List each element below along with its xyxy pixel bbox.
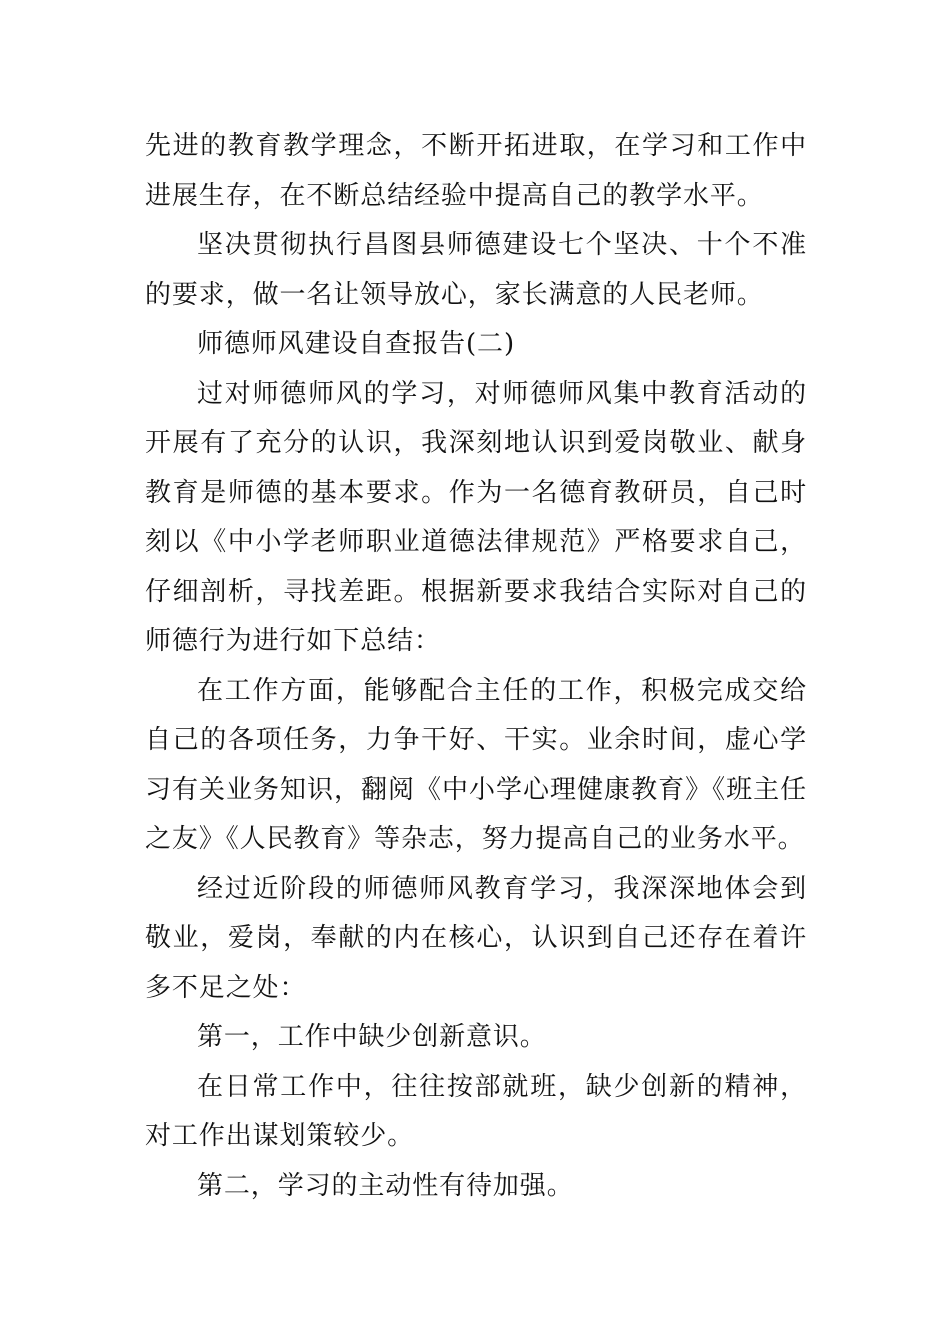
paragraph: 第一，工作中缺少创新意识。 [197,1022,547,1052]
section-heading: 师德师风建设自查报告(二) [197,329,515,359]
paragraph: 在日常工作中，往往按部就班，缺少创新的精神，对工作出谋划策较少。 [145,1071,807,1151]
paragraph: 第二，学习的主动性有待加强。 [197,1170,574,1201]
paragraph: 经过近阶段的师德师风教育学习，我深深地体会到敬业，爱岗，奉献的内在核心，认识到自己还存在着许多不足之处： [145,873,807,1003]
paragraph: 过对师德师风的学习，对师德师风集中教育活动的开展有了充分的认识，我深刻地认识到爱岗敬业、献身教育是师德的基本要求。作为一名德育教研员，自己时刻以《中小学老师职业道德法律规范》严格要求自己，仔细剖析，寻找差距。根据新要求我结合实际对自己的师德行为进行如下总结： [145,378,807,656]
paragraph: 在工作方面，能够配合主任的工作，积极完成交给自己的各项任务，力争干好、干实。业余时间，虚心学习有关业务知识，翻阅《中小学心理健康教育》《班主任之友》《人民教育》等杂志，努力提高自己的业务水平。 [145,675,807,854]
paragraph: 先进的教育教学理念，不断开拓进取，在学习和工作中进展生存，在不断总结经验中提高自己的教学水平。 [145,131,807,211]
paragraph: 坚决贯彻执行昌图县师德建设七个坚决、十个不准的要求，做一名让领导放心，家长满意的人民老师。 [145,230,807,310]
document-body [145,122,807,1211]
